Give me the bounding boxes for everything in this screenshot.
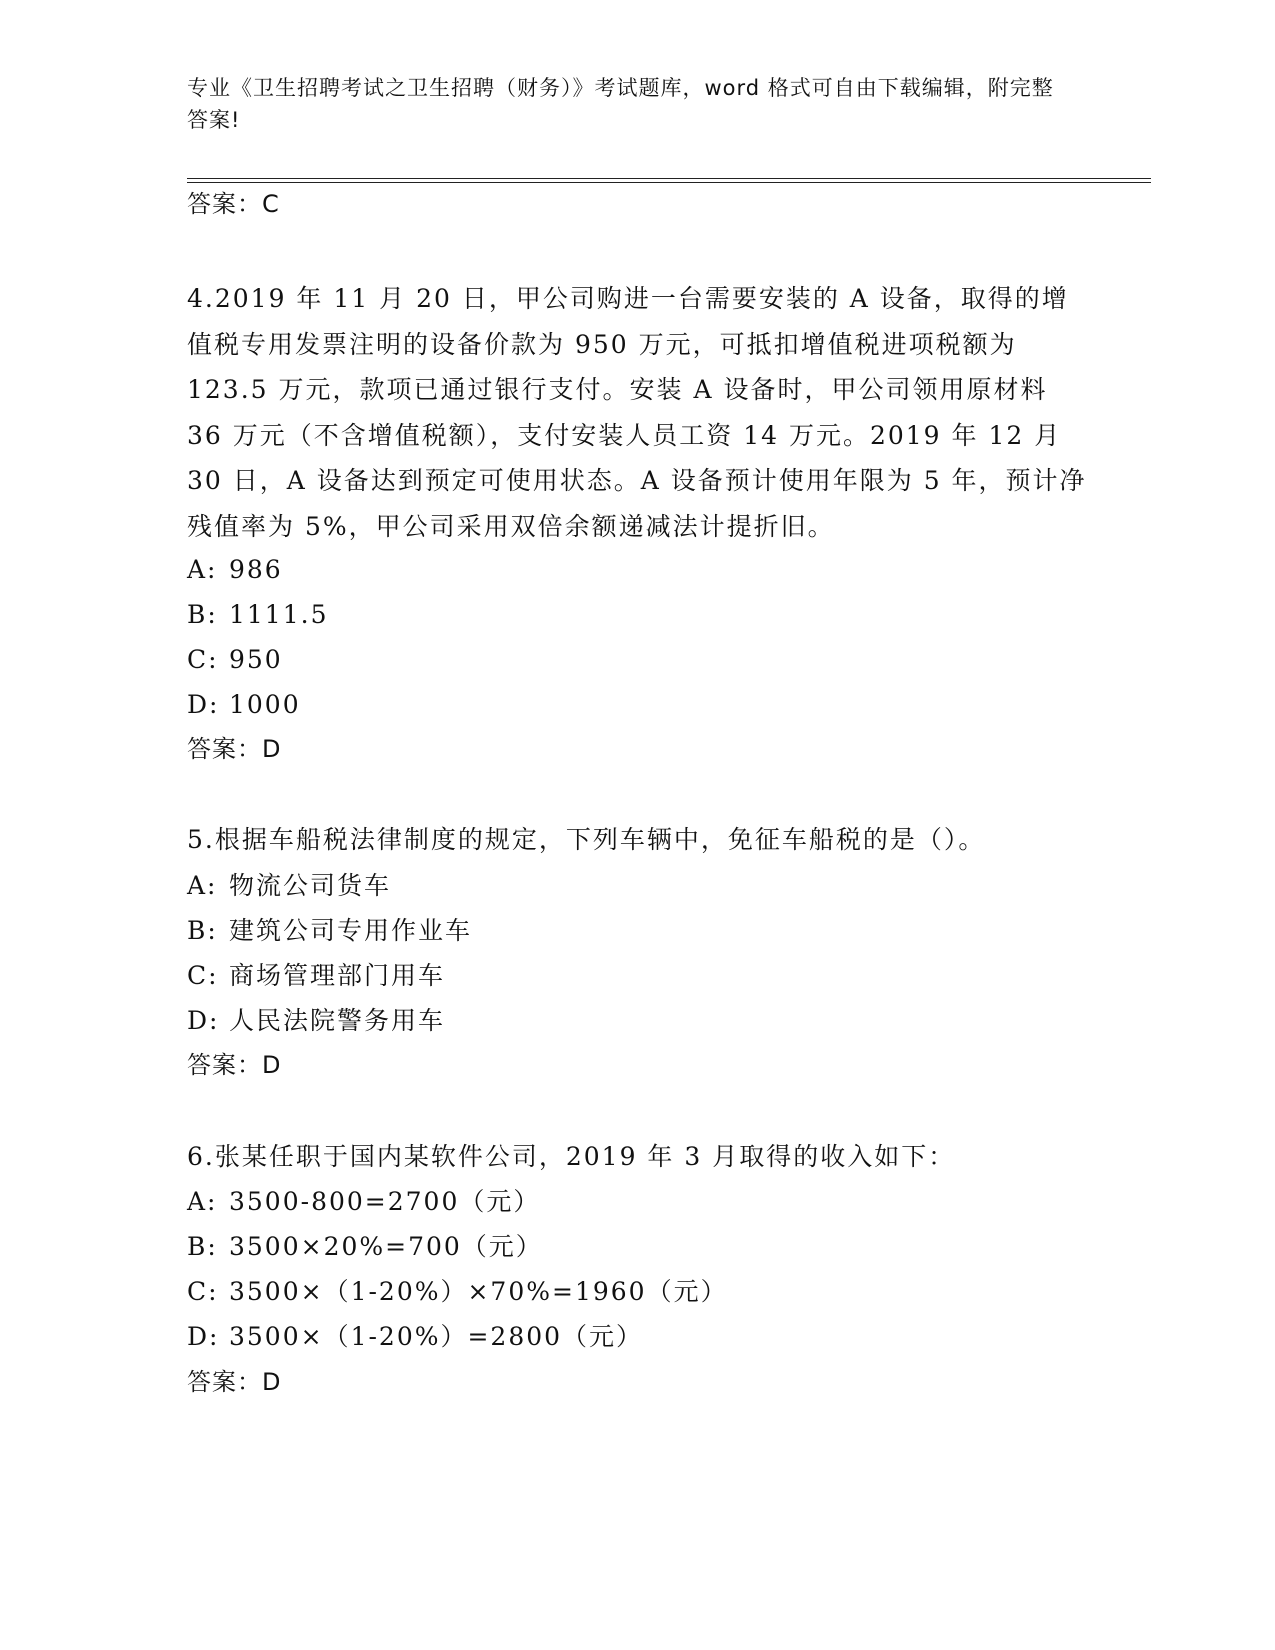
option-text: 物流公司货车 <box>229 871 392 900</box>
option-text: 986 <box>229 555 283 584</box>
option-c <box>187 1276 728 1308</box>
previous-answer: 答案：C <box>187 190 280 218</box>
option-d <box>187 689 301 721</box>
option-letter: B: <box>187 1232 218 1261</box>
option-letter: D: <box>187 1322 220 1351</box>
option-d <box>187 1005 445 1037</box>
question-stem: 4.2019 年 11 月 20 日，甲公司购进一台需要安装的 A 设备，取得的增值税专用发票注明的设备价款为 950 万元，可抵扣增值税进项税额为 123.5 万元，款项已通过银行支付。安装 A 设备时，甲公司领用原材料 36 万元（不含增值税额），支付安装人员工资 14 万元。2019 年 12 月 30 日，A 设备达到预定可使用状态。A 设备预计使用年限为 5 年，预计净残值率为 5%，甲公司采用双倍余额递减法计提折旧。 <box>187 284 1087 541</box>
option-b <box>187 1231 543 1263</box>
question-stem: 5.根据车船税法律制度的规定，下列车辆中，免征车船税的是（）。 <box>187 825 986 854</box>
option-text: 3500-800=2700（元） <box>229 1187 541 1216</box>
option-d <box>187 1321 643 1353</box>
option-text: 人民法院警务用车 <box>229 1006 446 1035</box>
option-b <box>187 599 328 631</box>
header-divider <box>187 178 1151 183</box>
option-letter: C: <box>187 961 219 990</box>
document-header: 专业《卫生招聘考试之卫生招聘（财务）》考试题库，word 格式可自由下载编辑，附完整答案! <box>187 76 1054 132</box>
question-answer: 答案：D <box>187 1051 282 1079</box>
option-letter: A: <box>187 555 218 584</box>
option-text: 3500×20%=700（元） <box>229 1232 543 1261</box>
option-b <box>187 915 472 947</box>
option-letter: B: <box>187 916 218 945</box>
option-a <box>187 554 283 586</box>
option-text: 建筑公司专用作业车 <box>229 916 473 945</box>
option-letter: D: <box>187 690 220 719</box>
option-text: 3500×（1-20%）×70%=1960（元） <box>229 1277 728 1306</box>
option-letter: D: <box>187 1006 220 1035</box>
option-text: 3500×（1-20%）=2800（元） <box>229 1322 644 1351</box>
option-a <box>187 870 391 902</box>
option-letter: C: <box>187 1277 219 1306</box>
option-text: 1000 <box>229 690 301 719</box>
option-letter: A: <box>187 871 218 900</box>
option-text: 商场管理部门用车 <box>229 961 446 990</box>
option-letter: A: <box>187 1187 218 1216</box>
option-c <box>187 960 445 992</box>
option-text: 1111.5 <box>229 600 329 629</box>
option-c <box>187 644 283 676</box>
option-letter: C: <box>187 645 219 674</box>
option-text: 950 <box>229 645 283 674</box>
question-answer: 答案：D <box>187 735 282 763</box>
question-stem: 6.张某任职于国内某软件公司，2019 年 3 月取得的收入如下： <box>187 1142 956 1171</box>
question-answer: 答案：D <box>187 1368 282 1396</box>
option-a <box>187 1186 540 1218</box>
option-letter: B: <box>187 600 218 629</box>
